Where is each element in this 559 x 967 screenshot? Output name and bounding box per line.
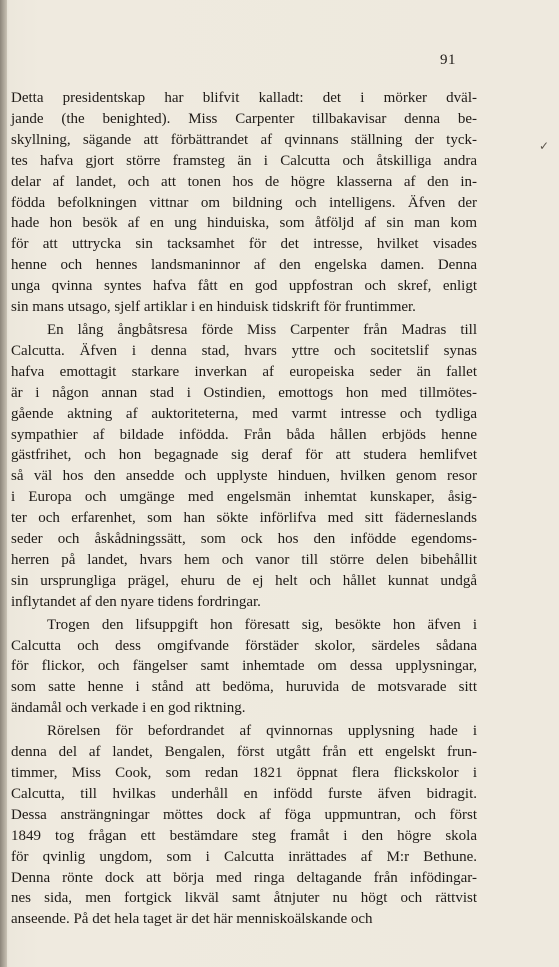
paragraph bbox=[11, 320, 477, 613]
text-line: En lång ångbåtsresa förde Miss Carpenter från Madras till bbox=[47, 321, 477, 338]
paragraph bbox=[11, 615, 477, 720]
text-line: herren på landet, hvars hem och vanor till större delen bibehållit bbox=[11, 551, 477, 568]
text-line: hade hon besök af en ung hinduiska, som åtföljd af sin man kom bbox=[11, 215, 477, 232]
text-line: ter och erfarenhet, som han sökte införlifva med sitt fäderneslands bbox=[11, 510, 477, 527]
text-line: Calcutta och dess omgifvande förstäder skolor, särdeles sådana bbox=[11, 637, 477, 654]
text-line: skyllning, sägande att förbättrandet af qvinnans ställning der tyck- bbox=[11, 131, 477, 148]
page-number: 91 bbox=[440, 52, 456, 68]
text-line: nes sida, men fortgick likväl samt åtnjuter nu högt och rättvist bbox=[11, 890, 477, 907]
body-text bbox=[11, 88, 477, 932]
text-line: Denna rönte dock att börja med ringa deltagande från infödingar- bbox=[11, 869, 477, 886]
text-line: sympathier af bildade infödda. Från båda hållen erbjöds henne bbox=[11, 426, 477, 443]
text-line: Dessa ansträngningar möttes dock af föga uppmuntran, och först bbox=[11, 806, 477, 823]
text-line: Calcutta. Äfven i denna stad, hvars yttre och socitetslif synas bbox=[11, 342, 477, 359]
text-line: så väl hos den ansedde och upplyste hinduen, hvilken genom resor bbox=[11, 468, 477, 485]
text-line: för att uttrycka sin tacksamhet för det intresse, hvilket visades bbox=[11, 236, 477, 253]
text-line: i Europa och umgänge med engelsmän inhemtat kunskaper, åsig- bbox=[11, 489, 477, 506]
text-line: ändamål och verkade i en god riktning. bbox=[11, 700, 246, 717]
text-line: inflytandet af den nyare tidens fordringar. bbox=[11, 593, 261, 610]
text-line: delar af landet, och att tonen hos de högre klasserna af den in- bbox=[11, 173, 477, 190]
text-line: unga qvinna syntes hafva fått en god uppfostran och skref, enligt bbox=[11, 278, 477, 295]
text-line: jande (the benighted). Miss Carpenter tillbakavisar denna be- bbox=[11, 110, 477, 127]
text-line: födda befolkningen vittnar om bildning och intelligens. Äfven der bbox=[11, 194, 477, 211]
text-line: hafva emottagit starkare inverkan af europeiska seder än fallet bbox=[11, 363, 477, 380]
text-line: gästfrihet, och hon begagnade sig deraf för att studera hemlifvet bbox=[11, 447, 477, 464]
text-line: Calcutta, till hvilkas underhåll en infödd furste äfven bidragit. bbox=[11, 785, 477, 802]
text-line: sin ursprungliga prägel, ehuru de ej helt och hållet kunnat undgå bbox=[11, 572, 477, 589]
text-line: tes hafva gjort större framsteg än i Calcutta och åtskilliga andra bbox=[11, 152, 477, 169]
text-line: Detta presidentskap har blifvit kalladt: det i mörker dväl- bbox=[11, 90, 477, 106]
text-line: Trogen den lifsuppgift hon föresatt sig, besökte hon äfven i bbox=[47, 616, 477, 633]
text-line: är i någon annan stad i Ostindien, emottogs hon med tillmötes- bbox=[11, 384, 477, 401]
text-line: gående aktning af auktoriteterna, med varmt intresse och tydliga bbox=[11, 405, 477, 422]
text-line: seder och åskådningssätt, som ock hos den infödde egendoms- bbox=[11, 531, 477, 548]
text-line: för qvinlig ungdom, som i Calcutta inrättades af M:r Bethune. bbox=[11, 848, 477, 865]
paragraph bbox=[11, 88, 477, 318]
text-line: anseende. På det hela taget är det här menniskoälskande och bbox=[11, 911, 373, 928]
text-line: denna del af landet, Bengalen, först utgått från ett engelskt frun- bbox=[11, 744, 477, 761]
text-line: sin mans utsago, sjelf artiklar i en hinduisk tidskrift för fruntimmer. bbox=[11, 299, 416, 316]
text-line: som satte henne i stånd att bedöma, huruvida de motsvarade sitt bbox=[11, 679, 477, 696]
paragraph bbox=[11, 721, 477, 930]
text-line: henne och hennes landsmaninnor af den engelska damen. Denna bbox=[11, 257, 477, 274]
text-line: för flickor, och fängelser samt inhemtade om dessa upplysningar, bbox=[11, 658, 477, 675]
page-binding-edge bbox=[0, 0, 7, 967]
text-line: Rörelsen för befordrandet af qvinnornas upplysning hade i bbox=[47, 723, 477, 740]
text-line: timmer, Miss Cook, som redan 1821 öppnat flera flickskolor i bbox=[11, 765, 477, 781]
text-line: 1849 tog frågan ett bestämdare steg framåt i den högre skola bbox=[11, 827, 477, 844]
margin-mark: ✓ bbox=[539, 139, 550, 153]
